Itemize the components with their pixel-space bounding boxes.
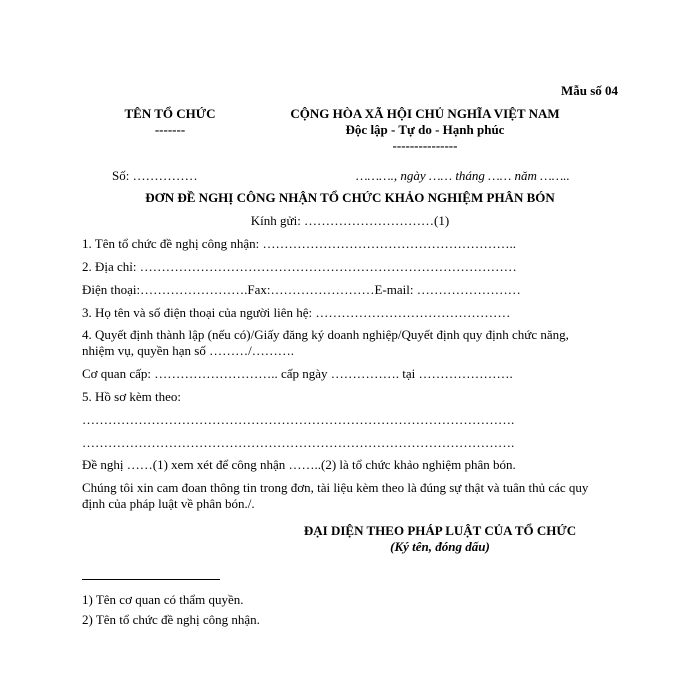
org-name: TÊN TỔ CHỨC <box>124 106 216 121</box>
footnote-1: 1) Tên cơ quan có thẩm quyền. <box>82 592 244 607</box>
org-divider: ------- <box>154 122 186 137</box>
country-name: CỘNG HÒA XÃ HỘI CHỦ NGHĨA VIỆT NAM <box>290 106 560 121</box>
footnote-2: 2) Tên tổ chức đề nghị công nhận. <box>82 612 260 627</box>
request-statement: Đề nghị ……(1) xem xét để công nhận ……..(2) là tổ chức khảo nghiệm phân bón. <box>82 457 516 472</box>
attachments-line2: ………………………………………………………………………………………. <box>82 435 515 450</box>
motto: Độc lập - Tự do - Hạnh phúc <box>345 122 505 137</box>
field-issuing-agency: Cơ quan cấp: ……………………….. cấp ngày ……………. tại …………………. <box>82 366 513 381</box>
field-decision-line1: 4. Quyết định thành lập (nếu có)/Giấy đăng ký doanh nghiệp/Quyết định quy định chức năng, <box>82 327 569 342</box>
field-decision-line2: nhiệm vụ, quyền hạn số ………/………. <box>82 343 294 358</box>
attachments-line1: ………………………………………………………………………………………. <box>82 412 515 427</box>
document-title: ĐƠN ĐỀ NGHỊ CÔNG NHẬN TỔ CHỨC KHẢO NGHIỆM PHÂN BÓN <box>145 190 555 205</box>
signature-note: (Ký tên, đóng dấu) <box>390 539 490 554</box>
field-attachments: 5. Hồ sơ kèm theo: <box>82 389 181 404</box>
form-number: Mẫu số 04 <box>560 83 618 98</box>
commitment-line2: định của pháp luật về phân bón./. <box>82 496 255 511</box>
footnote-divider <box>82 579 220 580</box>
document-date: ………., ngày …… tháng …… năm …….. <box>356 168 570 183</box>
field-phone-fax-email: Điện thoại:…………………….Fax:……………………E-mail: …………………… <box>82 282 521 297</box>
recipient: Kính gửi: …………………………(1) <box>250 213 450 228</box>
signature-title: ĐẠI DIỆN THEO PHÁP LUẬT CỦA TỔ CHỨC <box>303 523 577 538</box>
motto-divider: --------------- <box>392 138 458 153</box>
field-address: 2. Địa chỉ: …………………………………………………………………………… <box>82 259 517 274</box>
commitment-line1: Chúng tôi xin cam đoan thông tin trong đơn, tài liệu kèm theo là đúng sự thật và tuân thủ các quy <box>82 480 589 495</box>
document-number: Số: …………… <box>112 168 198 183</box>
field-contact-person: 3. Họ tên và số điện thoại của người liên hệ: ……………………………………… <box>82 305 511 320</box>
field-organization-name: 1. Tên tổ chức đề nghị công nhận: ………………………………………………….. <box>82 236 516 251</box>
